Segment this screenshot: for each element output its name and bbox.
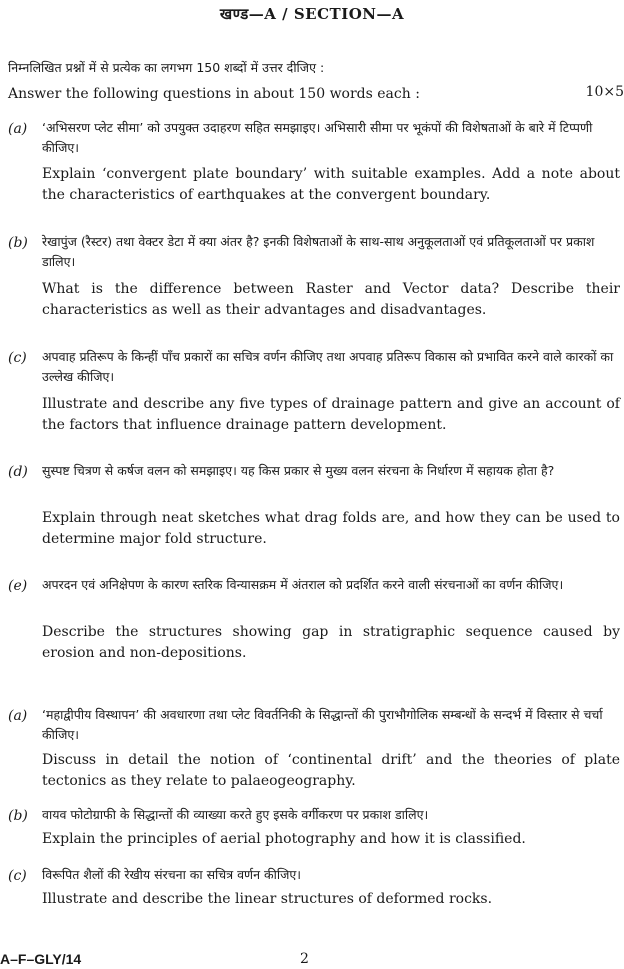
question-hindi: अपरदन एवं अनिक्षेपण के कारण स्तरिक विन्यासक्रम में अंतराल को प्रदर्शित करने वाली संरचनाओं का वर्णन कीजिए। (42, 577, 564, 592)
question-hindi: अपवाह प्रतिरूप के किन्हीं पाँच प्रकारों का सचित्र वर्णन कीजिए तथा अपवाह प्रतिरूप विकास को प्रभावित करने वाले कारकों का उल्लेख कीजिए। (42, 349, 614, 384)
page-number: 2 (300, 951, 309, 967)
section-heading: खण्ड—A / SECTION—A (219, 5, 405, 23)
question-label: (e) (8, 578, 28, 594)
question-label: (c) (8, 350, 27, 366)
instruction-hindi: निम्नलिखित प्रश्नों में से प्रत्येक का लगभग 150 शब्दों में उत्तर दीजिए : (8, 60, 325, 75)
question-label: (a) (8, 121, 28, 137)
question-english: Explain through neat sketches what drag folds are, and how they can be used to determine major fold structure. (42, 510, 620, 547)
marks-allocation: 10×5 (585, 84, 624, 100)
question-english: Illustrate and describe any five types of drainage pattern and give an account of the factors that influence drainage pattern development. (42, 396, 620, 433)
question-english: Explain ‘convergent plate boundary’ with suitable examples. Add a note about the characteristics of earthquakes at the convergent boundary. (42, 166, 620, 203)
question-english: Illustrate and describe the linear structures of deformed rocks. (42, 891, 493, 907)
question-hindi: ‘महाद्वीपीय विस्थापन’ की अवधारणा तथा प्लेट विवर्तनिकी के सिद्धान्तों की पुराभौगोलिक सम्बन्धों के सन्दर्भ में विस्तार से चर्चा कीजिए। (42, 707, 603, 742)
question-hindi: ‘अभिसरण प्लेट सीमा’ को उपयुक्त उदाहरण सहित समझाइए। अभिसारी सीमा पर भूकंपों की विशेषताओं के बारे में टिप्पणी कीजिए। (42, 120, 593, 155)
question-hindi: वायव फोटोग्राफी के सिद्धान्तों की व्याख्या करते हुए इसके वर्गीकरण पर प्रकाश डालिए। (42, 807, 429, 822)
question-label: (c) (8, 868, 27, 884)
question-hindi: रेखापुंज (रैस्टर) तथा वेक्टर डेटा में क्या अंतर है? इनकी विशेषताओं के साथ-साथ अनुकूलताओं एवं प्रतिकूलताओं पर प्रकाश डालिए। (42, 234, 595, 269)
question-english: Describe the structures showing gap in stratigraphic sequence caused by erosion and non-depositions. (42, 624, 620, 661)
question-hindi: विरूपित शैलों की रेखीय संरचना का सचित्र वर्णन कीजिए। (42, 867, 301, 882)
instruction-english: Answer the following questions in about 150 words each : (8, 86, 420, 102)
question-hindi: सुस्पष्ट चित्रण से कर्षज वलन को समझाइए। यह किस प्रकार से मुख्य वलन संरचना के निर्धारण में सहायक होता है? (42, 463, 555, 478)
question-label: (a) (8, 708, 28, 724)
question-label: (d) (8, 464, 28, 480)
question-english: What is the difference between Raster and Vector data? Describe their characteristics as well as their advantages and disadvantages. (42, 281, 620, 318)
question-english: Discuss in detail the notion of ‘continental drift’ and the theories of plate tectonics as they relate to palaeogeography. (42, 752, 620, 789)
question-english: Explain the principles of aerial photography and how it is classified. (42, 831, 526, 847)
question-label: (b) (8, 808, 28, 824)
paper-code: A–F–GLY/14 (0, 951, 82, 967)
question-label: (b) (8, 235, 28, 251)
